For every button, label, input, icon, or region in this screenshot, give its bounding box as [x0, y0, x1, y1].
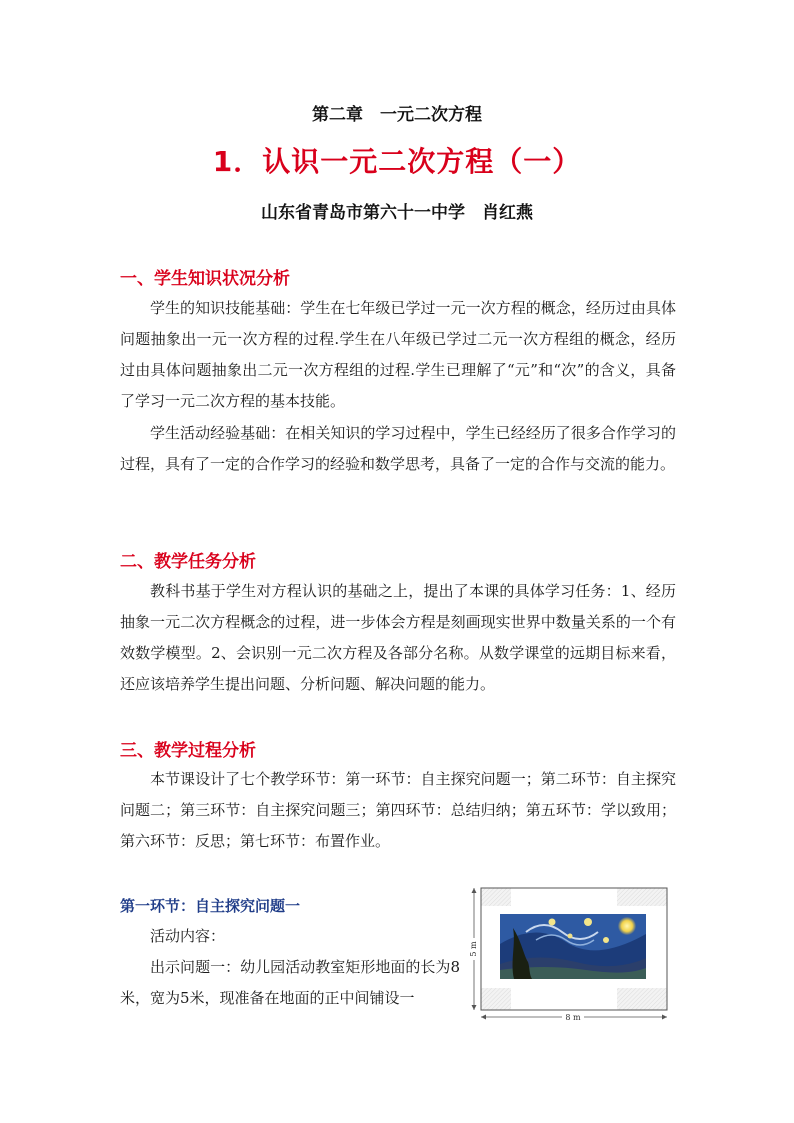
- section-1-paragraph-2: 学生活动经验基础：在相关知识的学习过程中，学生已经经历了很多合作学习的过程，具有了一定的合作学习的经验和数学思考，具备了一定的合作与交流的能力。: [120, 424, 676, 473]
- author-line: 山东省青岛市第六十一中学 肖红燕: [261, 203, 533, 223]
- section-2-paragraph-1: 教科书基于学生对方程认识的基础之上，提出了本课的具体学习任务：1、经历抽象一元二次方程概念的过程，进一步体会方程是刻画现实世界中数量关系的一个有效数学模型。2、会识别一元二次方程及各部分名称。从数学课堂的远期目标来看，还应该培养学生提出问题、分析问题、解决问题的能力。: [120, 582, 676, 693]
- section-2-heading: 二、教学任务分析: [120, 552, 256, 572]
- chapter-heading: 第二章 一元二次方程: [312, 105, 482, 125]
- section-1-heading: 一、学生知识状况分析: [120, 269, 290, 289]
- lesson-title: 1．认识一元二次方程（一）: [212, 145, 582, 178]
- problem-text: 出示问题一：幼儿园活动教室矩形地面的长为8米，宽为5米，现准备在地面的正中间铺设一: [120, 958, 460, 1007]
- carpet-painting: [500, 914, 646, 979]
- height-label: 5 m: [469, 941, 478, 957]
- section-1-paragraph-1: 学生的知识技能基础：学生在七年级已学过一元一次方程的概念，经历过由具体问题抽象出一元一次方程的过程.学生在八年级已学过二元一次方程组的概念，经历过由具体问题抽象出二元一次方程组的过程.学生已理解了“元”和“次”的含义，具备了学习一元二次方程的基本技能。: [120, 299, 676, 410]
- width-label: 8 m: [565, 1013, 581, 1022]
- activity-label: 活动内容：: [150, 927, 226, 945]
- section-3-paragraph-1: 本节课设计了七个教学环节：第一环节：自主探究问题一；第二环节：自主探究问题二；第三环节：自主探究问题三；第四环节：总结归纳；第五环节：学以致用；第六环节：反思；第七环节：布置作业。: [120, 770, 676, 850]
- step-1-heading: 第一环节：自主探究问题一: [120, 897, 301, 915]
- classroom-floor-figure: [466, 882, 674, 1022]
- section-3-heading: 三、教学过程分析: [120, 741, 256, 761]
